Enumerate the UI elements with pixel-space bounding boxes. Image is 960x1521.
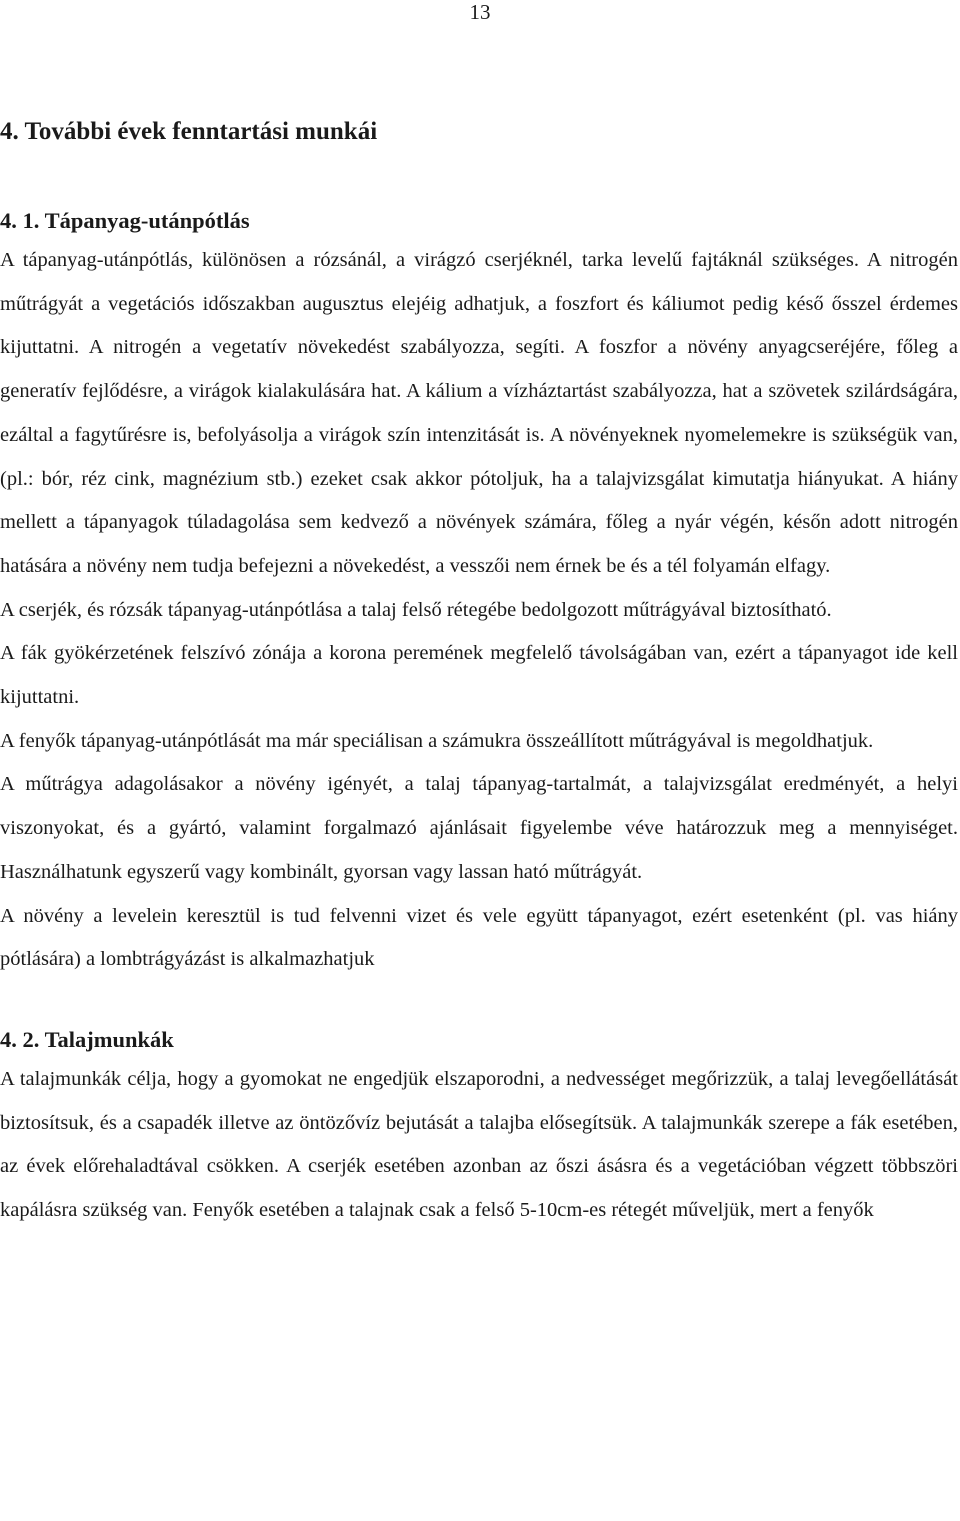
paragraph: A növény a levelein keresztül is tud felvenni vizet és vele együtt tápanyagot, ezért esetenként (pl. vas hiány pótlására) a lombtrágyázást is alkalmazhatjuk: [0, 904, 958, 971]
paragraph: A műtrágya adagolásakor a növény igényét, a talaj tápanyag-tartalmát, a talajvizsgálat eredményét, a helyi viszonyokat, és a gyártó, valamint forgalmazó ajánlásait figyelembe véve határozzuk meg a mennyiséget. Használhatunk egyszerű vagy kombinált, gyorsan vagy lassan ható műtrágyát.: [0, 773, 958, 883]
paragraph: A cserjék, és rózsák tápanyag-utánpótlása a talaj felső rétegébe bedolgozott műtrágyával biztosítható.: [0, 598, 832, 621]
paragraph: A talajmunkák célja, hogy a gyomokat ne engedjük elszaporodni, a nedvességet megőrizzük, a talaj levegőellátását biztosítsuk, és a csapadék illetve az öntözővíz bejutását a talajba elősegítsük. A talajmunkák szerepe a fák esetében, az évek előrehaladtával csökken. A cserjék esetében azonban az őszi ásásra és a vegetációban végzett többszöri kapálásra szükség van. Fenyők esetében a talajnak csak a felső 5-10cm-es rétegét műveljük, mert a fenyők: [0, 1067, 958, 1222]
page-content: [0, 112, 958, 1233]
chapter-title: 4. További évek fenntartási munkái: [0, 118, 378, 145]
section-title-talajmunkak: 4. 2. Talajmunkák: [0, 1026, 174, 1052]
paragraph: A fenyők tápanyag-utánpótlását ma már speciálisan a számukra összeállított műtrágyával is megoldhatjuk.: [0, 729, 874, 752]
paragraph: A fák gyökérzetének felszívó zónája a korona peremének megfelelő távolságában van, ezért a tápanyagot ide kell kijuttatni.: [0, 642, 958, 709]
page-number: 13: [469, 0, 491, 24]
section-title-tapanyag: 4. 1. Tápanyag-utánpótlás: [0, 208, 250, 233]
paragraph: A tápanyag-utánpótlás, különösen a rózsánál, a virágzó cserjéknél, tarka levelű fajtáknál szükséges. A nitrogén műtrágyát a vegetációs időszakban augusztus elejéig adhatjuk, a foszfort és káliumot pedig késő ősszel érdemes kijuttatni. A nitrogén a vegetatív növekedést szabályozza, segíti. A foszfor a növény anyagcseréjére, főleg a generatív fejlődésre, a virágok kialakulására hat. A kálium a vízháztartást szabályozza, hat a szövetek szilárdságára, ezáltal a fagytűrésre is, befolyásolja a virágok szín intenzitását is. A növényeknek nyomelemekre is szükségük van, (pl.: bór, réz cink, magnézium stb.) ezeket csak akkor pótoljuk, ha a talajvizsgálat kimutatja hiányukat. A hiány mellett a tápanyagok túladagolása sem kedvező a növények számára, főleg a nyár végén, későn adott nitrogén hatására a növény nem tudja befejezni a növekedést, a vesszői nem érnek be és a tél folyamán elfagy.: [0, 249, 958, 577]
